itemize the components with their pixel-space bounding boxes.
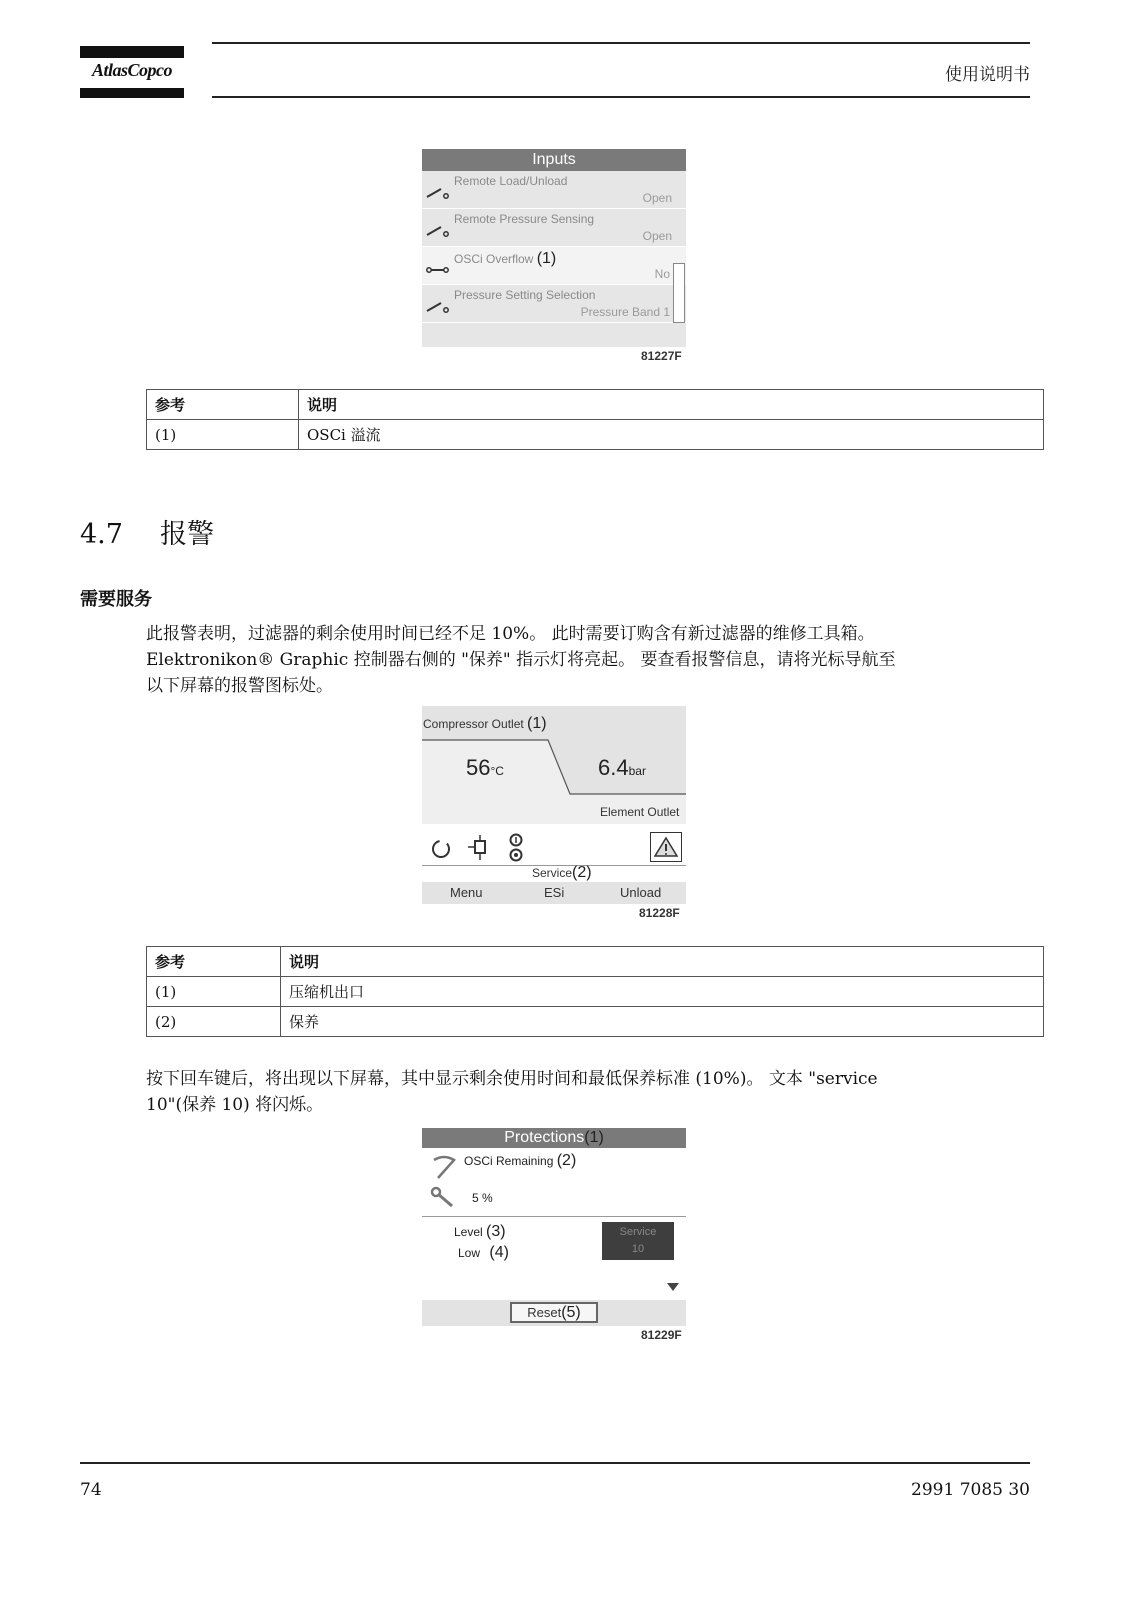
table-cell-desc: OSCi 溢流 [299,420,1044,450]
inputs-screen-footer [422,323,686,347]
header-rule-bottom [212,96,1030,98]
callout-2: (2) [556,1152,577,1169]
document-title: 使用说明书 [945,65,1030,85]
paragraph-line: 此报警表明，过滤器的剩余使用时间已经不足 10%。 此时需要订购含有新过滤器的维修工具箱。 [146,624,875,644]
section-number: 4.7 [80,519,123,550]
paragraph-line: 10"(保养 10) 将闪烁。 [146,1095,324,1115]
table-cell-ref: (1) [147,420,299,450]
divider [422,1216,686,1217]
main-screen [422,706,686,904]
table-row [147,1007,1044,1037]
switch-open-icon [425,185,451,199]
protections-screen [422,1128,686,1326]
table-cell-ref: (1) [147,977,281,1007]
warning-icon [651,833,681,861]
service-status: Service(2) [532,864,592,881]
scroll-down-icon[interactable] [666,1281,680,1293]
temperature-readout: 56°C [466,755,504,780]
filter-icon [466,834,490,862]
logo-text: AtlasCopco [91,60,172,80]
motor-status-icon [506,832,526,864]
service-value: 10 [631,1243,645,1255]
input-value: Pressure Band 1 [580,305,670,319]
table-header-desc: 说明 [299,390,1044,420]
input-value: Open [642,191,672,205]
paragraph-1 [146,621,1036,699]
status-icons-bar [422,830,686,866]
input-row-osci-overflow [422,247,686,285]
compressor-outlet-label: Compressor Outlet (1) [423,715,547,732]
footer-rule [80,1462,1030,1464]
table-cell-desc: 保养 [281,1007,1044,1037]
input-label: Pressure Setting Selection [454,288,596,302]
inputs-scrollbar[interactable] [673,263,685,323]
pressure-readout: 6.4bar [598,755,646,780]
service-level-box [602,1222,674,1260]
table-header-desc: 说明 [281,947,1044,977]
callout-1: (1) [527,715,547,732]
filter-element-icon [430,1154,456,1180]
table-cell-ref: (2) [147,1007,281,1037]
level-label: Level (3) [454,1223,506,1240]
input-label: Remote Pressure Sensing [454,212,595,226]
reference-table-1 [146,389,1044,450]
input-label: OSCi Overflow (1) [454,250,557,267]
table-cell-desc: 压缩机出口 [281,977,1044,1007]
subheading: 需要服务 [80,589,152,610]
refresh-icon [430,838,452,860]
protections-title: Protections(1) [422,1128,686,1148]
protections-footer [422,1300,686,1326]
table-header-ref: 参考 [147,947,281,977]
input-value: Open [642,229,672,243]
page-number: 74 [80,1480,102,1500]
switch-open-icon [425,223,451,237]
input-label: Remote Load/Unload [454,174,568,188]
service-label: Service [619,1226,657,1238]
callout-3: (3) [486,1223,506,1240]
table-row [147,977,1044,1007]
softkey-bar [422,882,686,904]
element-outlet-label: Element Outlet [600,805,680,819]
callout-4: (4) [489,1244,509,1261]
section-title: 报警 [160,519,214,550]
header-rule-top [212,42,1030,44]
figure-id: 81229F [641,1328,682,1342]
input-row-remote-load [422,171,686,209]
inputs-screen [422,149,686,347]
reset-button[interactable]: Reset(5) [510,1302,598,1323]
paragraph-line: Elektronikon® Graphic 控制器右侧的 "保养" 指示灯将亮起。 要查看报警信息，请将光标导航至 [146,650,896,670]
callout-2: (2) [572,864,592,881]
table-row [147,420,1044,450]
callout-1: (1) [536,250,557,267]
figure-id: 81228F [639,906,680,920]
input-value: No [654,267,670,281]
callout-5: (5) [561,1304,581,1321]
unload-button[interactable]: Unload [620,885,662,900]
input-row-remote-pressure [422,209,686,247]
osci-remaining-label: OSCi Remaining (2) [464,1152,577,1169]
input-row-pressure-setting [422,285,686,323]
switch-open-icon [425,299,451,313]
table-header-ref: 参考 [147,390,299,420]
callout-1: (1) [584,1129,604,1146]
reference-table-2 [146,946,1044,1037]
inputs-screen-title: Inputs [422,149,686,171]
document-number: 2991 7085 30 [911,1480,1030,1500]
alarm-icon-button[interactable] [650,832,682,862]
section-heading [80,512,214,551]
switch-closed-icon [425,261,451,275]
esi-button[interactable]: ESi [544,885,565,900]
low-label: Low (4) [458,1244,509,1261]
remaining-value: 5 % [472,1191,493,1205]
figure-id: 81227F [641,349,682,363]
atlas-copco-logo [80,46,184,98]
paragraph-line: 以下屏幕的报警图标处。 [146,676,333,696]
menu-button[interactable]: Menu [450,885,483,900]
wrench-icon [430,1186,456,1210]
paragraph-line: 按下回车键后，将出现以下屏幕，其中显示剩余使用时间和最低保养标准 (10%)。 文本 "service [146,1069,878,1089]
paragraph-2 [146,1066,1036,1118]
